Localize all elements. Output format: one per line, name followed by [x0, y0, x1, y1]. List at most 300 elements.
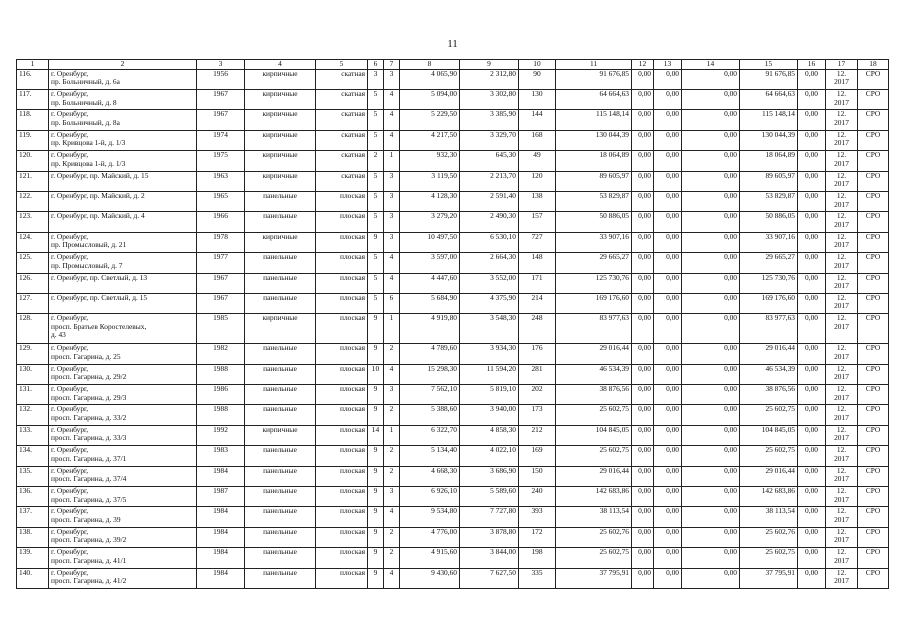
- area-total-cell: 15 298,30: [400, 364, 460, 384]
- c14-cell: 0,00: [682, 89, 740, 109]
- table-row: [17, 364, 889, 384]
- address-line: г. Оренбург,: [51, 364, 89, 373]
- address-cell: [49, 568, 197, 588]
- table-row: [17, 507, 889, 527]
- c16-cell: 0,00: [798, 487, 826, 507]
- no-cell: 127.: [17, 293, 49, 313]
- area-total-cell: 4 065,90: [400, 69, 460, 89]
- column-number-cell: 13: [654, 60, 682, 70]
- residents-cell: 727: [519, 232, 556, 252]
- address-cell: [49, 364, 197, 384]
- wall-cell: панельные: [245, 527, 316, 547]
- area-total-cell: 6 322,70: [400, 425, 460, 445]
- no-cell: 118.: [17, 110, 49, 130]
- period-line: 2017: [834, 453, 849, 463]
- period-line: 12.: [836, 506, 847, 516]
- cost-cell: 125 730,76: [556, 273, 632, 293]
- cost-cell: 38 113,54: [556, 507, 632, 527]
- wall-cell: кирпичные: [245, 171, 316, 191]
- c12-cell: 0,00: [632, 212, 654, 232]
- area-total-cell: 4 789,60: [400, 344, 460, 364]
- wall-cell: панельные: [245, 253, 316, 273]
- cost-cell: 29 016,44: [556, 344, 632, 364]
- c16-cell: 0,00: [798, 466, 826, 486]
- residents-cell: 49: [519, 151, 556, 171]
- floors-cell: 5: [368, 253, 384, 273]
- address-line: д. 43: [51, 330, 66, 340]
- period-line: 2017: [834, 494, 849, 504]
- method-cell: СРО: [858, 232, 889, 252]
- roof-cell: плоская: [316, 253, 368, 273]
- c12-cell: 0,00: [632, 314, 654, 344]
- c12-cell: 0,00: [632, 293, 654, 313]
- address-cell: [49, 191, 197, 211]
- wall-cell: панельные: [245, 466, 316, 486]
- no-cell: 122.: [17, 191, 49, 211]
- roof-cell: плоская: [316, 273, 368, 293]
- area-live-cell: 2 490,30: [460, 212, 519, 232]
- table-row: [17, 385, 889, 405]
- period-line: 12.: [836, 404, 847, 414]
- area-total-cell: 3 279,20: [400, 212, 460, 232]
- c12-cell: 0,00: [632, 344, 654, 364]
- floors-cell: 9: [368, 568, 384, 588]
- method-cell: СРО: [858, 191, 889, 211]
- column-number-cell: 5: [316, 60, 368, 70]
- period-line: 12.: [836, 211, 847, 221]
- address-line: г. Оренбург,: [51, 384, 89, 394]
- c15-cell: 142 683,86: [740, 487, 798, 507]
- address-cell: [49, 151, 197, 171]
- period-line: 2017: [834, 535, 849, 545]
- cost-cell: 38 876,56: [556, 385, 632, 405]
- floors-cell: 5: [368, 293, 384, 313]
- residents-cell: 168: [519, 130, 556, 150]
- wall-cell: панельные: [245, 507, 316, 527]
- c12-cell: 0,00: [632, 527, 654, 547]
- year-cell: 1986: [197, 385, 245, 405]
- table-row: [17, 527, 889, 547]
- c12-cell: 0,00: [632, 253, 654, 273]
- address-line: пр. Промысловый, д. 7: [51, 260, 123, 270]
- area-total-cell: 4 217,50: [400, 130, 460, 150]
- residents-cell: 240: [519, 487, 556, 507]
- residents-cell: 172: [519, 527, 556, 547]
- area-live-cell: 7 627,50: [460, 568, 519, 588]
- period-cell: [826, 487, 858, 507]
- address-line: просп. Гагарина, д. 37/5: [51, 494, 127, 504]
- address-cell: [49, 69, 197, 89]
- table-row: [17, 232, 889, 252]
- address-line: г. Оренбург,: [51, 445, 89, 455]
- table-row: [17, 487, 889, 507]
- c16-cell: 0,00: [798, 212, 826, 232]
- address-cell: [49, 89, 197, 109]
- residents-cell: 173: [519, 405, 556, 425]
- cost-cell: 53 829,87: [556, 191, 632, 211]
- area-live-cell: 645,30: [460, 151, 519, 171]
- c13-cell: 0,00: [654, 425, 682, 445]
- address-line: просп. Гагарина, д. 41/1: [51, 555, 127, 565]
- method-cell: СРО: [858, 344, 889, 364]
- c15-cell: 104 845,05: [740, 425, 798, 445]
- c12-cell: 0,00: [632, 487, 654, 507]
- entr-cell: 4: [384, 110, 400, 130]
- cost-cell: 91 676,85: [556, 69, 632, 89]
- cost-cell: 33 907,16: [556, 232, 632, 252]
- entr-cell: 2: [384, 527, 400, 547]
- column-number-cell: 18: [858, 60, 889, 70]
- floors-cell: 5: [368, 212, 384, 232]
- table-row: [17, 425, 889, 445]
- area-live-cell: 2 664,30: [460, 253, 519, 273]
- period-cell: [826, 69, 858, 89]
- period-line: 2017: [834, 301, 849, 311]
- c15-cell: 25 602,76: [740, 527, 798, 547]
- period-line: 2017: [834, 219, 849, 229]
- area-live-cell: 3 940,00: [460, 405, 519, 425]
- wall-cell: панельные: [245, 212, 316, 232]
- column-number-cell: 9: [460, 60, 519, 70]
- c16-cell: 0,00: [798, 385, 826, 405]
- residents-cell: 150: [519, 466, 556, 486]
- address-cell: [49, 293, 197, 313]
- c16-cell: 0,00: [798, 110, 826, 130]
- cost-cell: 130 044,39: [556, 130, 632, 150]
- no-cell: 134.: [17, 446, 49, 466]
- roof-cell: плоская: [316, 487, 368, 507]
- column-number-cell: 2: [49, 60, 197, 70]
- roof-cell: плоская: [316, 344, 368, 364]
- c16-cell: 0,00: [798, 568, 826, 588]
- period-cell: [826, 527, 858, 547]
- floors-cell: 5: [368, 130, 384, 150]
- address-line: г. Оренбург,: [51, 252, 89, 262]
- entr-cell: 6: [384, 293, 400, 313]
- c16-cell: 0,00: [798, 171, 826, 191]
- area-total-cell: 6 926,10: [400, 487, 460, 507]
- roof-cell: плоская: [316, 314, 368, 344]
- c16-cell: 0,00: [798, 293, 826, 313]
- c14-cell: 0,00: [682, 568, 740, 588]
- period-line: 2017: [834, 138, 849, 148]
- no-cell: 117.: [17, 89, 49, 109]
- wall-cell: панельные: [245, 344, 316, 364]
- period-cell: [826, 568, 858, 588]
- period-cell: [826, 364, 858, 384]
- period-line: 2017: [834, 576, 849, 586]
- c13-cell: 0,00: [654, 130, 682, 150]
- table-row: [17, 191, 889, 211]
- roof-cell: плоская: [316, 191, 368, 211]
- entr-cell: 4: [384, 273, 400, 293]
- entr-cell: 3: [384, 69, 400, 89]
- area-live-cell: 5 589,60: [460, 487, 519, 507]
- c14-cell: 0,00: [682, 212, 740, 232]
- area-live-cell: 3 552,00: [460, 273, 519, 293]
- residents-cell: 198: [519, 548, 556, 568]
- residents-cell: 202: [519, 385, 556, 405]
- c15-cell: 169 176,60: [740, 293, 798, 313]
- c15-cell: 46 534,39: [740, 364, 798, 384]
- residents-cell: 176: [519, 344, 556, 364]
- floors-cell: 9: [368, 548, 384, 568]
- table-row: [17, 548, 889, 568]
- year-cell: 1967: [197, 273, 245, 293]
- address-line: просп. Гагарина, д. 39: [51, 515, 121, 524]
- cost-cell: 115 148,14: [556, 110, 632, 130]
- floors-cell: 14: [368, 425, 384, 445]
- floors-cell: 9: [368, 466, 384, 486]
- period-line: 12.: [836, 313, 847, 323]
- c14-cell: 0,00: [682, 314, 740, 344]
- period-cell: [826, 425, 858, 445]
- area-total-cell: 5 134,40: [400, 446, 460, 466]
- address-cell: [49, 110, 197, 130]
- address-line: г. Оренбург,: [51, 404, 89, 414]
- year-cell: 1956: [197, 69, 245, 89]
- floors-cell: 9: [368, 446, 384, 466]
- period-line: 12.: [836, 89, 847, 98]
- no-cell: 129.: [17, 344, 49, 364]
- year-cell: 1984: [197, 548, 245, 568]
- c14-cell: 0,00: [682, 110, 740, 130]
- c12-cell: 0,00: [632, 405, 654, 425]
- floors-cell: 9: [368, 405, 384, 425]
- area-total-cell: 5 094,00: [400, 89, 460, 109]
- address-line: г. Оренбург,: [51, 109, 89, 119]
- no-cell: 128.: [17, 314, 49, 344]
- c14-cell: 0,00: [682, 405, 740, 425]
- no-cell: 136.: [17, 487, 49, 507]
- address-line: просп. Гагарина, д. 37/4: [51, 474, 127, 484]
- column-number-cell: 8: [400, 60, 460, 70]
- c13-cell: 0,00: [654, 69, 682, 89]
- floors-cell: 5: [368, 191, 384, 211]
- c13-cell: 0,00: [654, 507, 682, 527]
- year-cell: 1985: [197, 314, 245, 344]
- table-row: [17, 405, 889, 425]
- period-cell: [826, 253, 858, 273]
- c16-cell: 0,00: [798, 69, 826, 89]
- c12-cell: 0,00: [632, 273, 654, 293]
- c12-cell: 0,00: [632, 69, 654, 89]
- c15-cell: 25 602,75: [740, 548, 798, 568]
- method-cell: СРО: [858, 273, 889, 293]
- year-cell: 1965: [197, 191, 245, 211]
- area-total-cell: 4 776,00: [400, 527, 460, 547]
- period-line: 2017: [834, 179, 849, 189]
- address-cell: [49, 466, 197, 486]
- no-cell: 121.: [17, 171, 49, 191]
- c12-cell: 0,00: [632, 385, 654, 405]
- period-line: 12.: [836, 364, 847, 373]
- address-line: просп. Гагарина, д. 33/2: [51, 413, 127, 423]
- no-cell: 139.: [17, 548, 49, 568]
- residents-cell: 144: [519, 110, 556, 130]
- c14-cell: 0,00: [682, 130, 740, 150]
- roof-cell: плоская: [316, 385, 368, 405]
- period-cell: [826, 507, 858, 527]
- c16-cell: 0,00: [798, 314, 826, 344]
- residents-cell: 248: [519, 314, 556, 344]
- area-total-cell: 4 128,30: [400, 191, 460, 211]
- area-total-cell: 5 229,50: [400, 110, 460, 130]
- year-cell: 1984: [197, 466, 245, 486]
- period-line: 12.: [836, 232, 847, 241]
- wall-cell: кирпичные: [245, 89, 316, 109]
- cost-cell: 37 795,91: [556, 568, 632, 588]
- c13-cell: 0,00: [654, 232, 682, 252]
- table-row: [17, 344, 889, 364]
- address-line: г. Оренбург,: [51, 466, 89, 475]
- c15-cell: 18 064,89: [740, 151, 798, 171]
- c16-cell: 0,00: [798, 89, 826, 109]
- area-total-cell: 4 919,80: [400, 314, 460, 344]
- floors-cell: 5: [368, 273, 384, 293]
- c16-cell: 0,00: [798, 446, 826, 466]
- no-cell: 125.: [17, 253, 49, 273]
- entr-cell: 3: [384, 385, 400, 405]
- c16-cell: 0,00: [798, 527, 826, 547]
- roof-cell: плоская: [316, 446, 368, 466]
- address-line: г. Оренбург,: [51, 69, 89, 78]
- wall-cell: панельные: [245, 273, 316, 293]
- c15-cell: 38 113,54: [740, 507, 798, 527]
- no-cell: 120.: [17, 151, 49, 171]
- c12-cell: 0,00: [632, 232, 654, 252]
- method-cell: СРО: [858, 130, 889, 150]
- c15-cell: 37 795,91: [740, 568, 798, 588]
- area-total-cell: 4 915,60: [400, 548, 460, 568]
- c15-cell: 64 664,63: [740, 89, 798, 109]
- c14-cell: 0,00: [682, 232, 740, 252]
- period-cell: [826, 548, 858, 568]
- c14-cell: 0,00: [682, 527, 740, 547]
- year-cell: 1974: [197, 130, 245, 150]
- column-number-cell: 7: [384, 60, 400, 70]
- address-cell: [49, 253, 197, 273]
- residents-cell: 148: [519, 253, 556, 273]
- cost-cell: 89 605,97: [556, 171, 632, 191]
- address-cell: [49, 171, 197, 191]
- table-row: [17, 110, 889, 130]
- period-line: 2017: [834, 515, 849, 524]
- housing-register-table: [16, 59, 889, 589]
- period-line: 12.: [836, 191, 847, 200]
- year-cell: 1984: [197, 568, 245, 588]
- c16-cell: 0,00: [798, 273, 826, 293]
- c15-cell: 83 977,63: [740, 314, 798, 344]
- period-line: 2017: [834, 281, 849, 291]
- address-line: просп. Гагарина, д. 25: [51, 351, 121, 361]
- address-cell: [49, 273, 197, 293]
- area-total-cell: 5 684,90: [400, 293, 460, 313]
- area-total-cell: 7 562,10: [400, 385, 460, 405]
- no-cell: 119.: [17, 130, 49, 150]
- area-live-cell: 6 530,10: [460, 232, 519, 252]
- wall-cell: панельные: [245, 293, 316, 313]
- area-total-cell: 3 119,50: [400, 171, 460, 191]
- period-line: 2017: [834, 392, 849, 402]
- c14-cell: 0,00: [682, 487, 740, 507]
- roof-cell: скатная: [316, 151, 368, 171]
- roof-cell: плоская: [316, 548, 368, 568]
- c12-cell: 0,00: [632, 130, 654, 150]
- c16-cell: 0,00: [798, 151, 826, 171]
- area-live-cell: 2 591,40: [460, 191, 519, 211]
- period-line: 2017: [834, 158, 849, 168]
- table-body: [17, 69, 889, 588]
- entr-cell: 3: [384, 232, 400, 252]
- area-live-cell: 3 385,90: [460, 110, 519, 130]
- c13-cell: 0,00: [654, 314, 682, 344]
- c13-cell: 0,00: [654, 110, 682, 130]
- entr-cell: 4: [384, 130, 400, 150]
- area-live-cell: 3 878,80: [460, 527, 519, 547]
- column-number-cell: 10: [519, 60, 556, 70]
- method-cell: СРО: [858, 253, 889, 273]
- residents-cell: 335: [519, 568, 556, 588]
- period-line: 12.: [836, 445, 847, 455]
- no-cell: 123.: [17, 212, 49, 232]
- roof-cell: скатная: [316, 89, 368, 109]
- wall-cell: кирпичные: [245, 314, 316, 344]
- no-cell: 124.: [17, 232, 49, 252]
- period-cell: [826, 151, 858, 171]
- roof-cell: плоская: [316, 527, 368, 547]
- column-number-cell: 6: [368, 60, 384, 70]
- wall-cell: кирпичные: [245, 110, 316, 130]
- c12-cell: 0,00: [632, 548, 654, 568]
- table-row: [17, 466, 889, 486]
- method-cell: СРО: [858, 466, 889, 486]
- floors-cell: 5: [368, 110, 384, 130]
- address-cell: [49, 385, 197, 405]
- c12-cell: 0,00: [632, 466, 654, 486]
- c13-cell: 0,00: [654, 364, 682, 384]
- c12-cell: 0,00: [632, 171, 654, 191]
- period-line: 12.: [836, 273, 847, 282]
- c12-cell: 0,00: [632, 151, 654, 171]
- entr-cell: 2: [384, 405, 400, 425]
- c14-cell: 0,00: [682, 191, 740, 211]
- method-cell: СРО: [858, 425, 889, 445]
- entr-cell: 3: [384, 487, 400, 507]
- c13-cell: 0,00: [654, 253, 682, 273]
- floors-cell: 9: [368, 507, 384, 527]
- period-line: 2017: [834, 97, 849, 107]
- roof-cell: плоская: [316, 212, 368, 232]
- area-live-cell: 3 934,30: [460, 344, 519, 364]
- residents-cell: 130: [519, 89, 556, 109]
- c14-cell: 0,00: [682, 364, 740, 384]
- cost-cell: 18 064,89: [556, 151, 632, 171]
- address-line: просп. Братьев Коростелевых,: [51, 321, 147, 331]
- address-line: г. Оренбург, пр. Светлый, д. 13: [51, 273, 148, 282]
- table-row: [17, 253, 889, 273]
- address-cell: [49, 425, 197, 445]
- address-line: г. Оренбург,: [51, 130, 89, 139]
- address-line: пр. Больничный, д. 8а: [51, 117, 120, 127]
- area-live-cell: 2 213,70: [460, 171, 519, 191]
- c13-cell: 0,00: [654, 151, 682, 171]
- floors-cell: 3: [368, 69, 384, 89]
- period-cell: [826, 273, 858, 293]
- entr-cell: 4: [384, 253, 400, 273]
- period-line: 12.: [836, 547, 847, 557]
- roof-cell: скатная: [316, 171, 368, 191]
